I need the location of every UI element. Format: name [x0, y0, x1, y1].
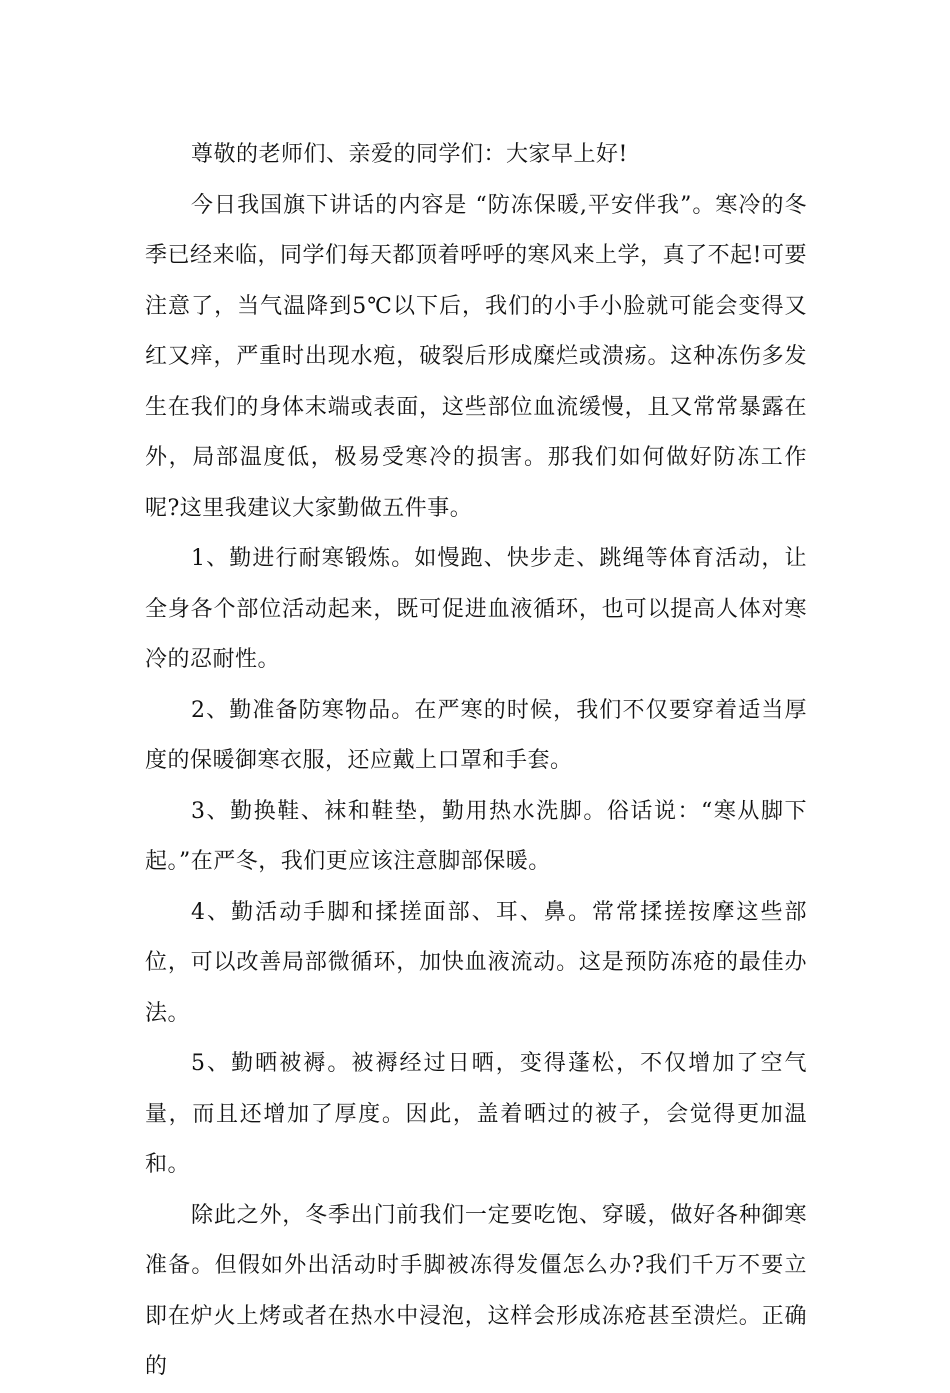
tip-3-paragraph: 3、勤换鞋、袜和鞋垫，勤用热水洗脚。俗话说：“寒从脚下起。”在严冬，我们更应该注意脚部保暖。 [145, 798, 807, 874]
closing-paragraph: 除此之外，冬季出门前我们一定要吃饱、穿暖，做好各种御寒准备。但假如外出活动时手脚被冻得发僵怎么办?我们千万不要立即在炉火上烤或者在热水中浸泡，这样会形成冻疮甚至溃烂。正确的 [145, 1202, 807, 1379]
tip-4-paragraph: 4、勤活动手脚和揉搓面部、耳、鼻。常常揉搓按摩这些部位，可以改善局部微循环，加快血液流动。这是预防冻疮的最佳办法。 [145, 899, 807, 1026]
tip-5-paragraph: 5、勤晒被褥。被褥经过日晒，变得蓬松，不仅增加了空气量，而且还增加了厚度。因此，盖着晒过的被子，会觉得更加温和。 [145, 1051, 807, 1177]
tip-1-paragraph: 1、勤进行耐寒锻炼。如慢跑、快步走、跳绳等体育活动，让全身各个部位活动起来，既可促进血液循环，也可以提高人体对寒冷的忍耐性。 [145, 546, 807, 672]
greeting-paragraph: 尊敬的老师们、亲爱的同学们：大家早上好! [191, 142, 628, 167]
document-body [145, 130, 807, 1393]
intro-paragraph: 今日我国旗下讲话的内容是 “防冻保暖,平安伴我”。寒冷的冬季已经来临，同学们每天都顶着呼呼的寒风来上学，真了不起!可要注意了，当气温降到5℃以下后，我们的小手小脸就可能会变得又红又痒，严重时出现水疱，破裂后形成糜烂或溃疡。这种冻伤多发生在我们的身体末端或表面，这些部位血流缓慢，且又常常暴露在外，局部温度低，极易受寒冷的损害。那我们如何做好防冻工作呢?这里我建议大家勤做五件事。 [145, 192, 807, 521]
tip-2-paragraph: 2、勤准备防寒物品。在严寒的时候，我们不仅要穿着适当厚度的保暖御寒衣服，还应戴上口罩和手套。 [145, 697, 807, 773]
